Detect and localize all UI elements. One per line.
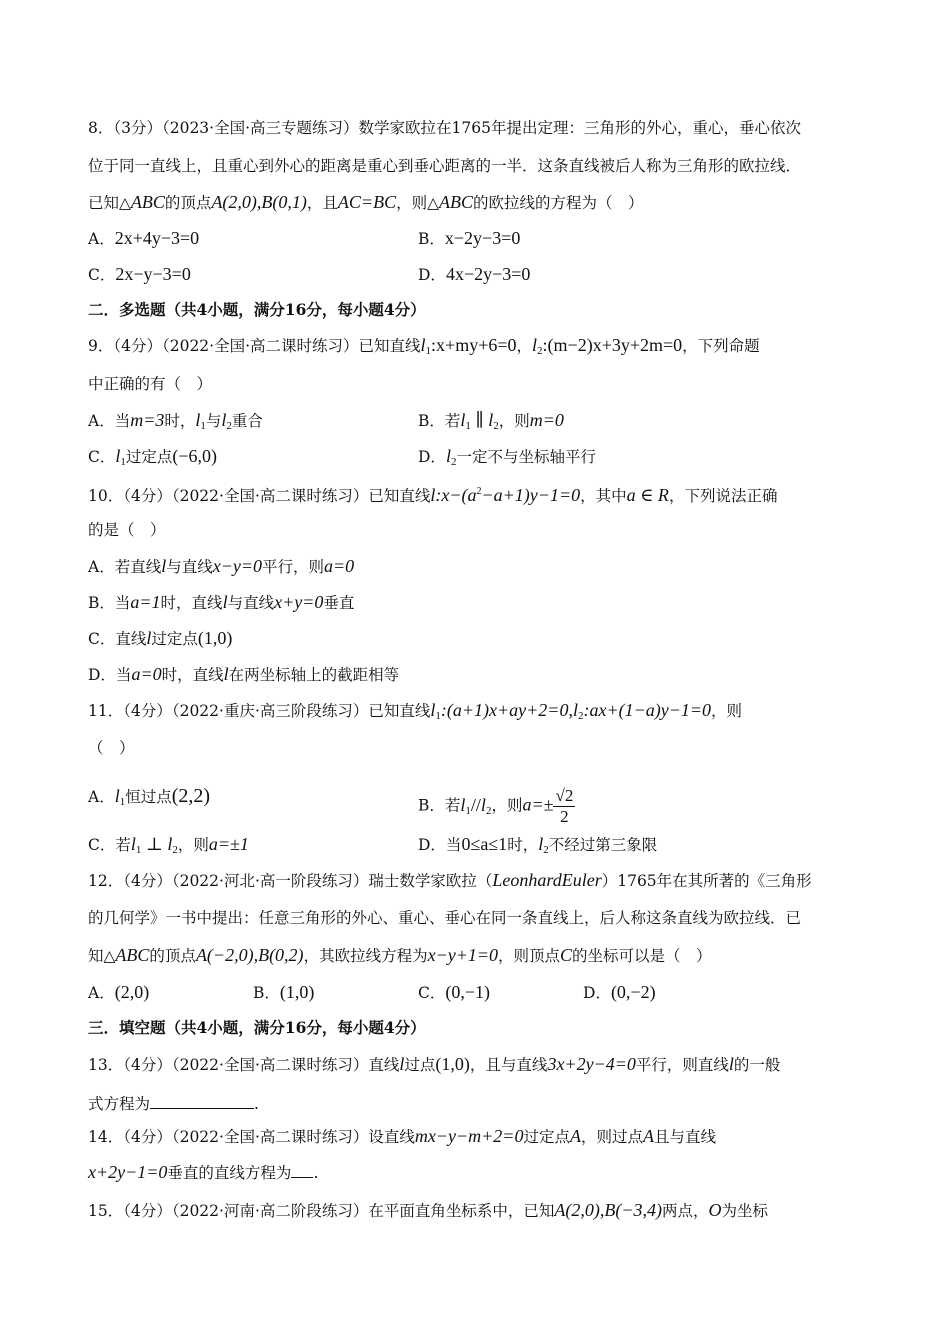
q10-line1: 10．（4分）（2022·全国·高二课时练习）已知直线$l:x-(a^2-a+1)y-1=0$，其中a ∈ R，下列说法正确 [88,485,778,505]
q9-options-row2 [88,446,748,472]
q12-option-d[interactable]: D．(0,−2) [583,982,656,1002]
q15-line1: 15．（4分）（2022·河南·高二阶段练习）在平面直角坐标系中，已知A(2,0),B(−3,4)两点，O为坐标 [88,1200,769,1220]
q12-line3: 知△ABC的顶点A(−2,0),B(0,2)，其欧拉线方程为x−y+1=0，则顶点C的坐标可以是（ ） [88,945,712,965]
q11-option-b[interactable]: B．若$l_1//l_2$，则a=± $\frac{√2}{2}$ [418,786,574,826]
q10-option-c[interactable]: C．直线l过定点(1,0) [88,628,233,648]
q13-line2: 式方程为 . [88,1092,259,1114]
q12-line2: 的几何学》一书中提出：任意三角形的外心、重心、垂心在同一条直线上，后人称这条直线为欧拉线．已 [88,909,802,927]
q12-option-a[interactable]: A．(2,0) [88,982,150,1002]
q10-line2: 的是（ ） [88,521,166,539]
q8-line3: 已知△ABC的顶点A(2,0),B(0,1)，且AC=BC，则△ABC的欧拉线的方程为（ ） [88,192,644,212]
q8-option-c[interactable]: C．2x−y−3=0 [88,264,191,284]
q14-line2: x+2y−1=0垂直的直线方程为 . [88,1162,319,1182]
fraction-sqrt2-over-2: $\frac{√2}{2}$ [555,786,574,826]
section-heading-fill-in: 三．填空题（共4小题，满分16分，每小题4分） [88,1018,426,1037]
q13-answer-blank[interactable] [150,1092,254,1109]
q9-option-d[interactable]: D．$l_2$一定不与坐标轴平行 [418,446,596,468]
q10-option-d[interactable]: D．当a=0时，直线l在两坐标轴上的截距相等 [88,664,400,684]
q9-option-c[interactable]: C．$l_1$过定点(−6,0) [88,446,218,468]
q11-line2: （ ） [88,739,135,757]
q14-answer-blank[interactable] [291,1163,313,1178]
q12-option-b[interactable]: B．(1,0) [253,982,315,1002]
q11-option-c[interactable]: C．若$l_1$ ⊥ $l_2$，则a=±1 [88,834,249,856]
q8-options-row1 [88,228,748,249]
q8-options-row2 [88,264,748,285]
q8-option-b[interactable]: B．x−2y−3=0 [418,228,521,248]
q11-option-d[interactable]: D．当0≤a≤1时，$l_2$不经过第三象限 [418,834,658,856]
q14-line1: 14．（4分）（2022·全国·高二课时练习）设直线mx−y−m+2=0过定点A，则过点A且与直线 [88,1126,716,1146]
q11-options-row1 [88,786,748,827]
q12-option-c[interactable]: C．(0,−1) [418,982,491,1002]
q8-option-a[interactable]: A．2x+4y−3=0 [88,228,200,248]
q11-option-a[interactable]: A．$l_1$恒过点(2,2) [88,785,211,808]
q11-line1: 11．（4分）（2022·重庆·高三阶段练习）已知直线$l_1:(a+1)x+ay+2=0,l_2:ax+(1-a)y-1=0$，则 [88,700,743,722]
q9-option-a[interactable]: A．当m=3时，$l_1$与$l_2$重合 [88,410,263,432]
q13-line1: 13．（4分）（2022·全国·高二课时练习）直线l过点(1,0)，且与直线3x+2y−4=0平行，则直线l的一般 [88,1054,781,1074]
q8-line2: 位于同一直线上，且重心到外心的距离是重心到垂心距离的一半．这条直线被后人称为三角形的欧拉线． [88,157,802,175]
q12-line1: 12．（4分）（2022·河北·高一阶段练习）瑞士数学家欧拉（LeonhardEuler）1765年在其所著的《三角形 [88,870,812,890]
q11-options-row2 [88,834,748,860]
q8-line1: 8．（3分）（2023·全国·高三专题练习）数学家欧拉在1765年提出定理：三角形的外心，重心，垂心依次 [88,119,801,137]
q10-option-a[interactable]: A．若直线l与直线x−y=0平行，则a=0 [88,556,355,576]
section-heading-multiple-choice: 二．多选题（共4小题，满分16分，每小题4分） [88,300,426,319]
q9-options-row1 [88,410,748,436]
q9-option-b[interactable]: B．若$l_1$ ∥ $l_2$，则m=0 [418,410,564,432]
q9-line1: 9．（4分）（2022·全国·高二课时练习）已知直线$l_1:x+my+6=0$，$l_2:(m-2)x+3y+2m=0$，下列命题 [88,335,760,357]
q8-option-d[interactable]: D．4x−2y−3=0 [418,264,531,284]
q12-options [88,982,748,1003]
q9-line2: 中正确的有（ ） [88,375,213,393]
q10-option-b[interactable]: B．当a=1时，直线l与直线x+y=0垂直 [88,592,355,612]
